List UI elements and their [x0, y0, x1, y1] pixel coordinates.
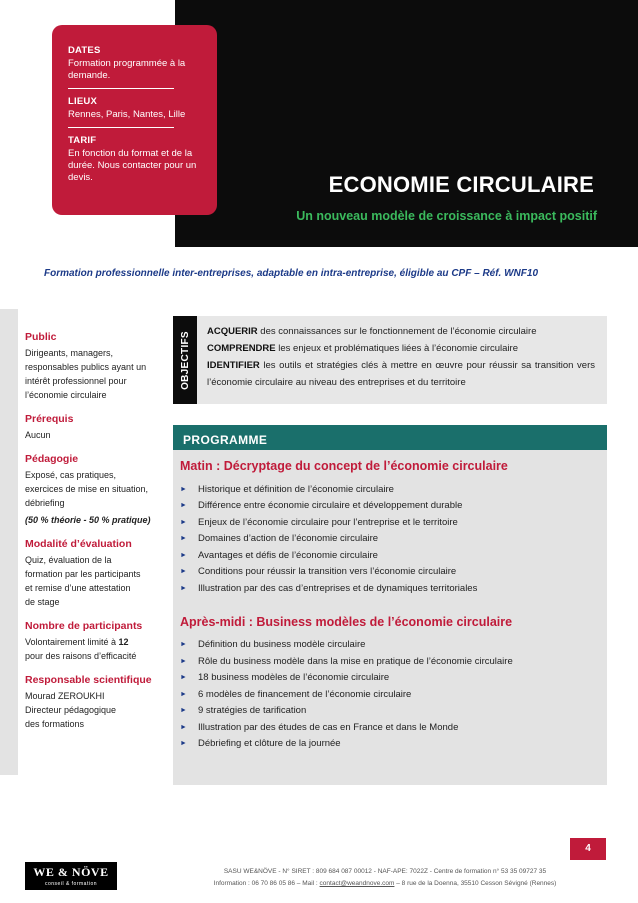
programme-header — [173, 425, 607, 450]
programme-item-text: Définition du business modèle circulaire — [198, 639, 366, 651]
participants-heading: Nombre de participants — [25, 620, 143, 632]
programme-item — [180, 653, 597, 670]
programme-item-text: Avantages et défis de l’économie circulaire — [198, 549, 378, 561]
page-number: 4 — [570, 838, 606, 860]
footer-legal: SASU WE&NÖVE - N° SIRET : 809 684 087 00012 - NAF-APE: 7022Z - Centre de formation n° 53 35 09727 35 — [223, 868, 547, 875]
apresmidi-title: Après-midi : Business modèles de l’économie circulaire — [180, 614, 513, 629]
bullet-icon: ► — [180, 584, 187, 592]
sidebar-participants — [25, 620, 165, 663]
bullet-icon: ► — [180, 641, 187, 649]
programme-item — [180, 514, 597, 531]
bullet-icon: ► — [180, 707, 187, 715]
public-heading: Public — [25, 331, 57, 343]
lieux-label: LIEUX — [68, 96, 97, 107]
objectif-item — [207, 340, 595, 357]
sidebar — [25, 331, 165, 742]
page-title: ECONOMIE CIRCULAIRE — [328, 172, 594, 197]
public-line: l’économie circulaire — [25, 390, 107, 400]
programme-item — [180, 580, 597, 597]
programme-item — [180, 481, 597, 498]
bullet-icon: ► — [180, 657, 187, 665]
responsable-line: Mourad ZEROUKHI — [25, 691, 105, 701]
participants-text: Volontairement limité à — [25, 637, 119, 647]
objectif-item — [207, 323, 595, 340]
evaluation-line: Quiz, évaluation de la — [25, 555, 112, 565]
left-accent-panel — [0, 309, 18, 775]
pedagogie-line: Exposé, cas pratiques, — [25, 470, 117, 480]
info-lieux — [68, 96, 207, 128]
programme-item-text: Rôle du business modèle dans la mise en pratique de l’économie circulaire — [198, 655, 513, 667]
tarif-label: TARIF — [68, 135, 97, 146]
apresmidi-list — [180, 637, 597, 753]
divider — [68, 127, 174, 128]
evaluation-heading: Modalité d’évaluation — [25, 538, 132, 550]
objectif-item — [207, 357, 595, 391]
objectif-verb: COMPRENDRE — [207, 343, 276, 354]
programme-item — [180, 564, 597, 581]
company-logo — [25, 862, 117, 890]
pedagogie-line: exercices de mise en situation, — [25, 484, 149, 494]
bullet-icon: ► — [180, 485, 187, 493]
footer-contact-pre: Information : 06 70 86 05 86 – Mail : — [213, 880, 320, 887]
lieux-value: Rennes, Paris, Nantes, Lille — [68, 109, 186, 120]
pedagogie-line: débriefing — [25, 498, 65, 508]
prerequis-heading: Prérequis — [25, 413, 74, 425]
info-tarif — [68, 135, 207, 184]
bullet-icon: ► — [180, 535, 187, 543]
programme-item — [180, 686, 597, 703]
programme-item — [180, 736, 597, 753]
programme-item — [180, 719, 597, 736]
matin-list — [180, 481, 597, 597]
programme-item — [180, 703, 597, 720]
objectif-text: les outils et stratégies clés à mettre en œuvre pour réussir sa transition vers l’économie circulaire au niveau des entreprises et du territoire — [207, 360, 595, 388]
bullet-icon: ► — [180, 518, 187, 526]
responsable-line: des formations — [25, 719, 85, 729]
prerequis-value: Aucun — [25, 430, 51, 440]
programme-item-text: 18 business modèles de l’économie circulaire — [198, 672, 390, 684]
bullet-icon: ► — [180, 502, 187, 510]
objectif-verb: ACQUERIR — [207, 326, 258, 337]
programme-item — [180, 498, 597, 515]
participants-line — [25, 635, 165, 649]
sidebar-prerequis — [25, 413, 165, 442]
programme-item-text: Domaines d’action de l’économie circulaire — [198, 533, 379, 545]
pedagogie-heading: Pédagogie — [25, 453, 79, 465]
programme-item-text: 6 modèles de financement de l’économie circulaire — [198, 688, 412, 700]
programme-label: PROGRAMME — [183, 433, 268, 447]
programme-item-text: Enjeux de l’économie circulaire pour l’entreprise et le territoire — [198, 516, 458, 528]
programme-item — [180, 547, 597, 564]
objectif-verb: IDENTIFIER — [207, 360, 260, 371]
responsable-line: Directeur pédagogique — [25, 705, 117, 715]
evaluation-line: de stage — [25, 597, 60, 607]
contact-email-link[interactable]: contact@weandnove.com — [319, 880, 395, 887]
divider — [68, 88, 174, 89]
sidebar-public — [25, 331, 165, 402]
pedagogie-ratio: (50 % théorie - 50 % pratique) — [25, 515, 151, 525]
page-subtitle: Un nouveau modèle de croissance à impact positif — [296, 209, 597, 223]
public-line: Dirigeants, managers, — [25, 348, 114, 358]
evaluation-line: formation par les participants — [25, 569, 141, 579]
dates-value: Formation programmée à la demande. — [68, 58, 186, 81]
tarif-value: En fonction du format et de la durée. Nous contacter pour un devis. — [68, 148, 197, 183]
objectifs-label: OBJECTIFS — [179, 330, 191, 390]
programme-item-text: Historique et définition de l’économie circulaire — [198, 483, 394, 495]
footer-contact-post: – 8 rue de la Doenna, 35510 Cesson Sévigné (Rennes) — [394, 880, 557, 887]
programme-item — [180, 531, 597, 548]
public-line: responsables publics ayant un — [25, 362, 147, 372]
logo-subtext: conseil & formation — [44, 881, 98, 887]
sidebar-responsable — [25, 674, 165, 731]
responsable-heading: Responsable scientifique — [25, 674, 152, 686]
programme-item-text: Débriefing et clôture de la journée — [198, 738, 341, 750]
dates-label: DATES — [68, 45, 101, 56]
bullet-icon: ► — [180, 740, 187, 748]
programme-box — [173, 450, 607, 785]
programme-item-text: 9 stratégies de tarification — [198, 705, 307, 717]
programme-item-text: Illustration par des études de cas en France et dans le Monde — [198, 721, 459, 733]
programme-item-text: Conditions pour réussir la transition vers l’économie circulaire — [198, 566, 457, 578]
matin-title: Matin : Décryptage du concept de l’économie circulaire — [180, 459, 508, 473]
bullet-icon: ► — [180, 568, 187, 576]
sidebar-evaluation — [25, 538, 165, 609]
objectif-text: les enjeux et problématiques liées à l’économie circulaire — [275, 343, 519, 354]
evaluation-line: et remise d’une attestation — [25, 583, 131, 593]
sidebar-pedagogie — [25, 453, 165, 527]
public-line: intérêt professionnel pour — [25, 376, 127, 386]
bullet-icon: ► — [180, 723, 187, 731]
footer-contact — [180, 880, 590, 887]
objectifs-box — [197, 316, 607, 404]
participants-count: 12 — [118, 637, 129, 647]
logo-text: WE & NÖVE — [33, 865, 109, 879]
programme-item — [180, 637, 597, 654]
info-dates — [68, 45, 207, 89]
objectif-text: des connaissances sur le fonctionnement de l’économie circulaire — [257, 326, 537, 337]
programme-item-text: Illustration par des cas d’entreprises et de dynamiques territoriales — [198, 582, 478, 594]
programme-item — [180, 670, 597, 687]
objectifs-label-bar — [173, 316, 197, 404]
bullet-icon: ► — [180, 674, 187, 682]
tagline: Formation professionnelle inter-entreprises, adaptable en intra-entreprise, éligible au CPF – Réf. WNF10 — [44, 268, 538, 279]
info-card — [52, 25, 217, 215]
bullet-icon: ► — [180, 690, 187, 698]
bullet-icon: ► — [180, 551, 187, 559]
participants-line: pour des raisons d’efficacité — [25, 651, 137, 661]
programme-item-text: Différence entre économie circulaire et développement durable — [198, 500, 463, 512]
